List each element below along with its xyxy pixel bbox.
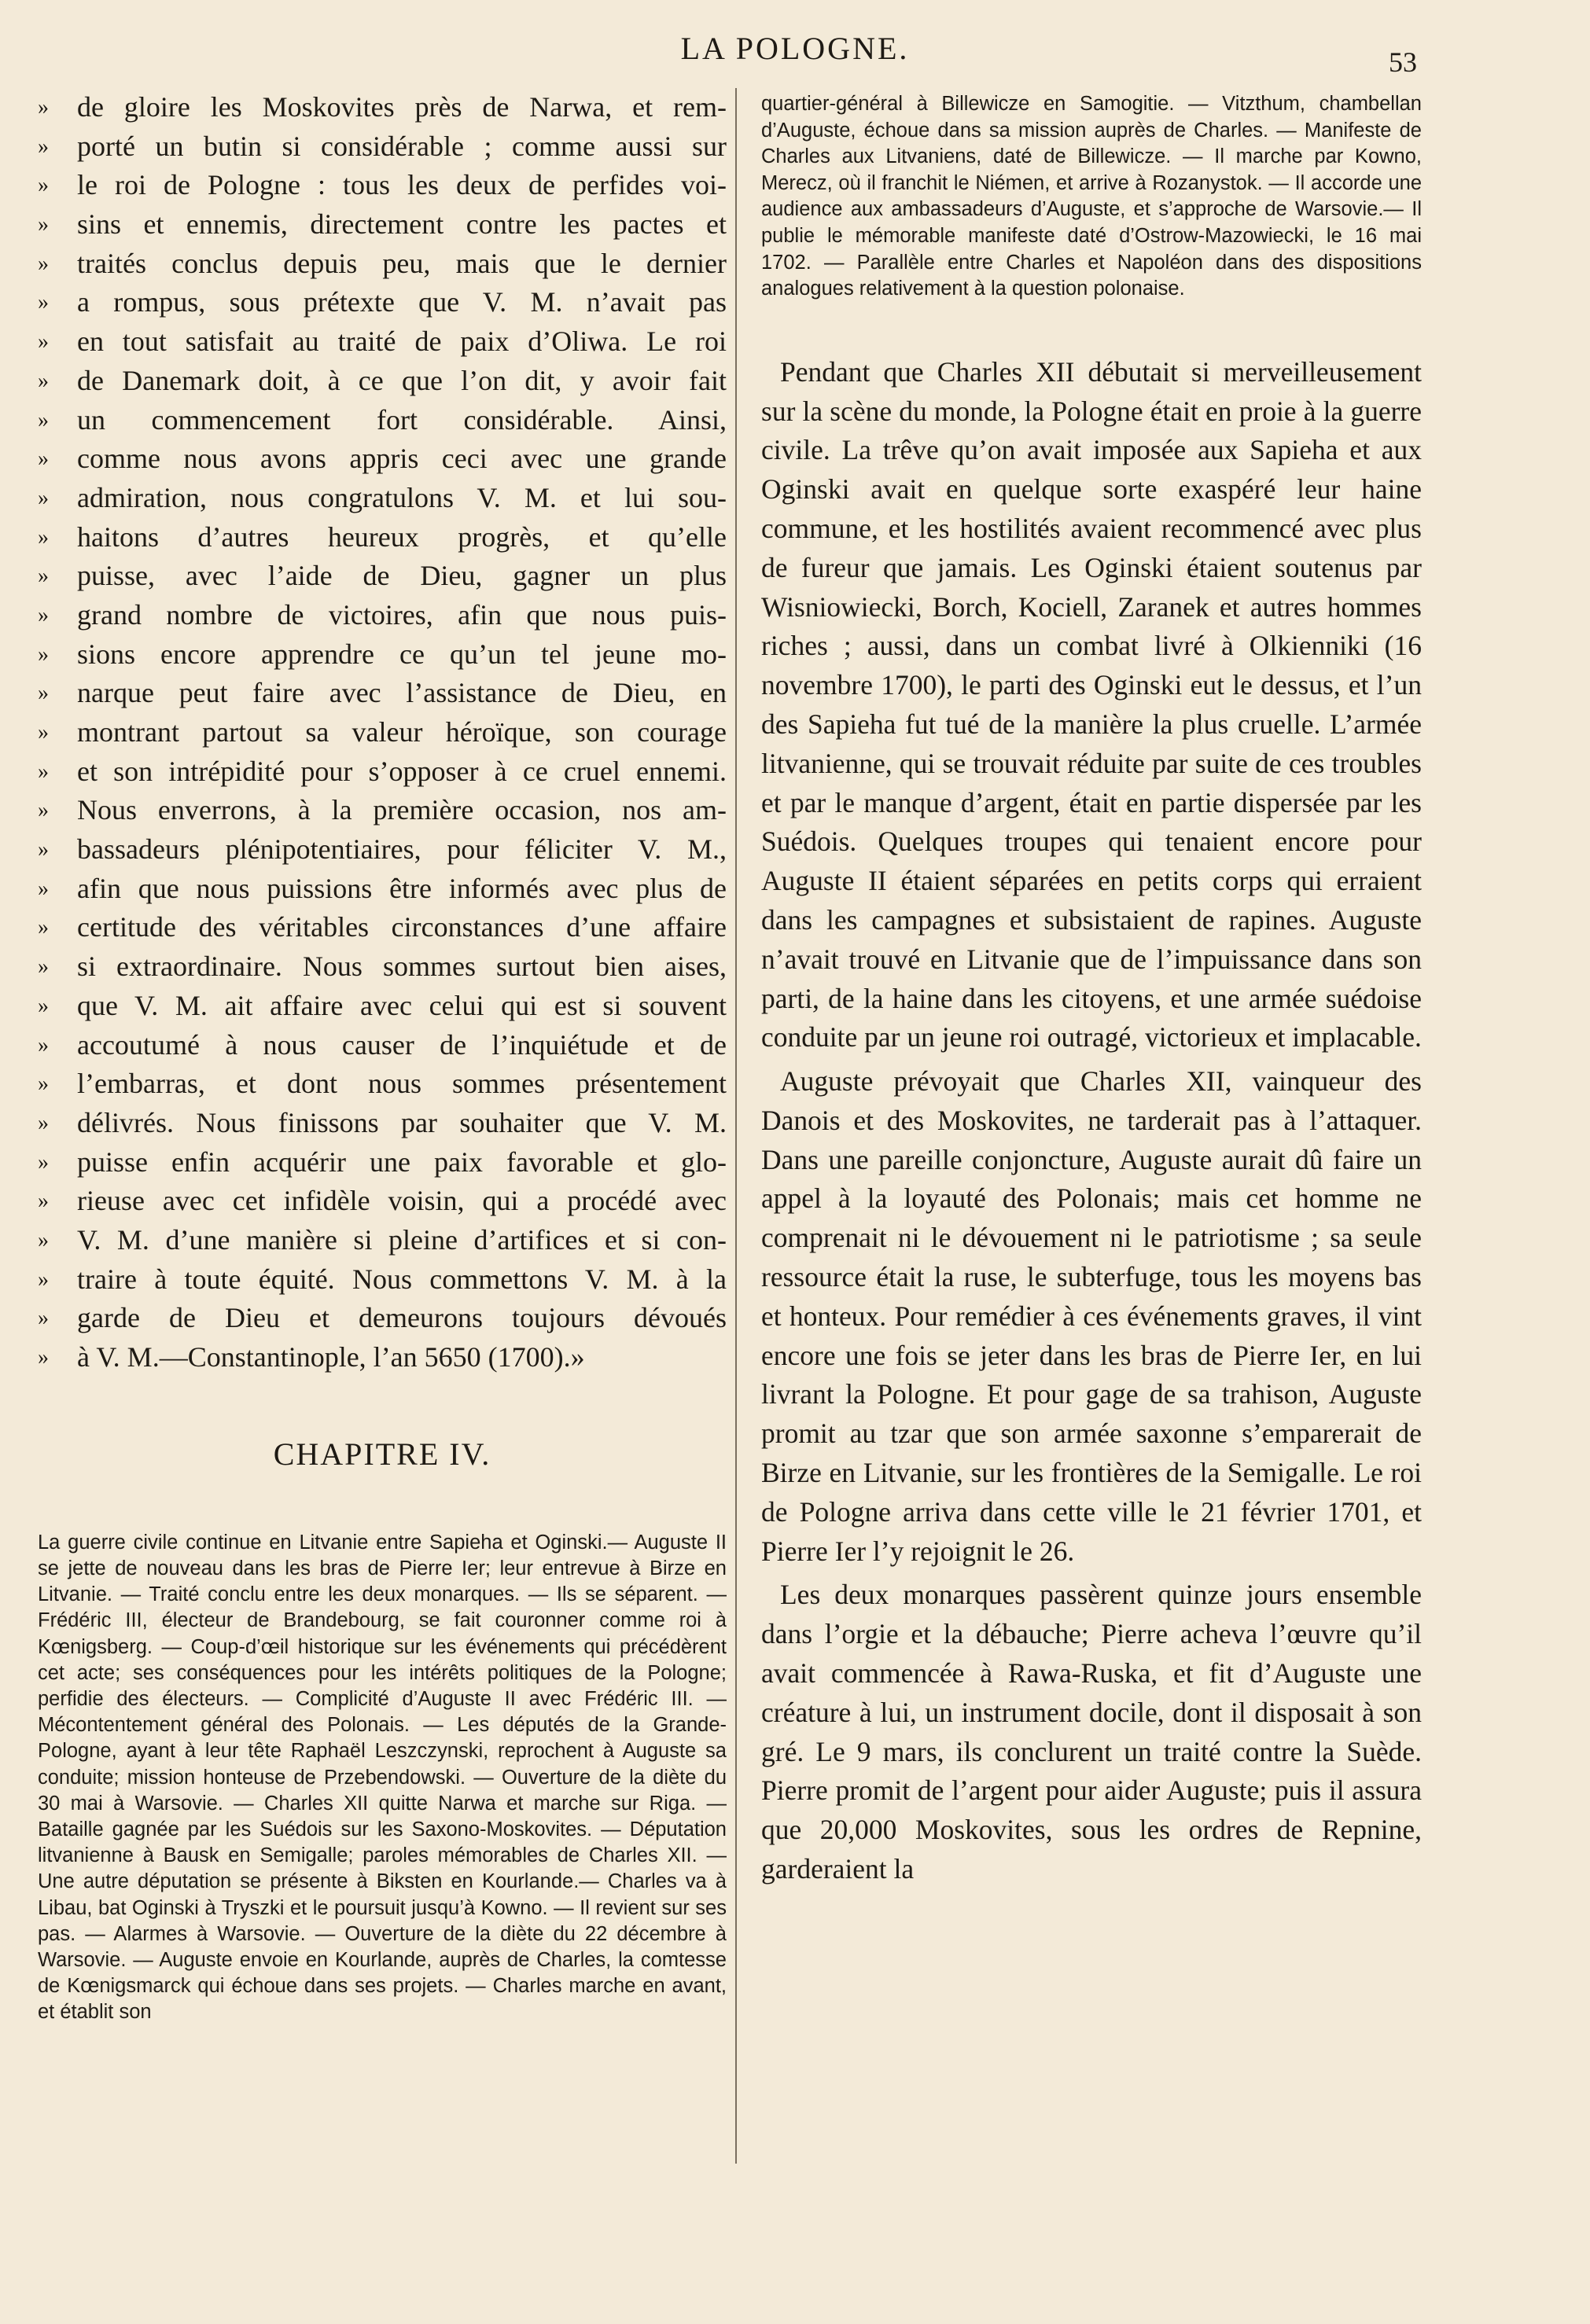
quote-line-text: afin que nous puissions être informés avec plus de: [77, 872, 727, 904]
quote-line-text: a rompus, sous prétexte que V. M. n’avait pas: [77, 286, 727, 318]
quote-line-text: délivrés. Nous finissons par souhaiter que V. M.: [77, 1106, 727, 1138]
quote-line: [38, 1182, 727, 1221]
quote-line-text: sions encore apprendre ce qu’un tel jeune mo-: [77, 638, 727, 670]
quote-mark: »: [38, 1306, 49, 1331]
quote-line-text: en tout satisfait au traité de paix d’Oliwa. Le roi: [77, 325, 727, 358]
quote-line: [38, 401, 727, 440]
quote-line: [38, 635, 727, 675]
quoted-letter: [38, 88, 727, 1377]
left-column: [38, 88, 727, 2026]
quote-mark: »: [38, 564, 49, 589]
quote-line: [38, 1338, 727, 1377]
quote-mark: »: [38, 798, 49, 823]
quote-line-text: rieuse avec cet infidèle voisin, qui a procédé avec: [77, 1185, 727, 1217]
quote-line: [38, 713, 727, 752]
quote-mark: »: [38, 95, 49, 120]
quote-line-text: si extraordinaire. Nous sommes surtout bien aises,: [77, 951, 727, 983]
quote-line-text: grand nombre de victoires, afin que nous puis-: [77, 598, 727, 631]
quote-mark: »: [38, 837, 49, 862]
quote-line-text: Nous enverrons, à la première occasion, nos am-: [77, 794, 727, 826]
quote-line-text: l’embarras, et dont nous sommes présentement: [77, 1068, 727, 1100]
quote-line: [38, 987, 727, 1026]
quote-line: [38, 870, 727, 909]
quote-line: [38, 362, 727, 401]
quote-mark: »: [38, 368, 49, 393]
quote-line-text: accoutumé à nous causer de l’inquiétude et de: [77, 1028, 727, 1061]
quote-line: [38, 322, 727, 362]
quote-line: [38, 1026, 727, 1065]
quote-line: [38, 1260, 727, 1300]
quote-mark: »: [38, 993, 49, 1018]
quote-mark: »: [38, 1149, 49, 1175]
chapter-summary: La guerre civile continue en Litvanie entre Sapieha et Oginski.— Auguste II se jette de nouveau dans les bras de Pierre Ier; leur entrevue à Birze en Litvanie. — Traité conclu entre les deux monarques. — Ils se séparent. — Frédéric III, électeur de Brandebourg, se fait couronner comme roi à Kœnigsberg. — Coup-d’œil historique sur les événements qui précédèrent cet acte; ses conséquences pour les intérêts politiques de la Pologne; perfidie des électeurs. — Complicité d’Auguste II avec Frédéric III. — Mécontentement général des Polonais. — Les députés de la Grande-Pologne, ayant à leur tête Raphaël Leszczynski, reprochent à Auguste sa conduite; mission honteuse de Przebendowski. — Ouverture de la diète du 30 mai à Warsovie. — Charles XII quitte Narwa et marche sur Riga. — Bataille gagnée par les Suédois sur les Saxono-Moskovites. — Députation litvanienne à Bausk en Semigalle; paroles mémorables de Charles XII. — Une autre députation se présente à Biksten en Kourlande.— Charles va à Libau, bat Oginski à Tryszki et le poursuit jusqu’à Kowno. — Il revient sur ses pas. — Alarmes à Warsovie. — Ouverture de la diète du 22 décembre à Warsovie. — Auguste envoie en Kourlande, auprès de Charles, la comtesse de Kœnigsmarck qui échoue dans ses projets. — Charles marche en avant, et établit son: [38, 1531, 727, 2024]
quote-mark: »: [38, 134, 49, 159]
quote-line: [38, 947, 727, 987]
quote-line: [38, 205, 727, 245]
quote-line: [38, 1143, 727, 1182]
paragraph: Auguste prévoyait que Charles XII, vainqueur des Danois et des Moskovites, ne tarderait pas à l’attaquer. Dans une pareille conjoncture, Auguste aurait dû faire un appel à la loyauté des Polonais; mais cet homme ne comprenait ni le dévouement ni le patriotisme ; sa seule ressource était la ruse, le subterfuge, tous les moyens bas et honteux. Pour remédier à ces événements graves, il vint encore une fois se jeter dans les bras de Pierre Ier, en lui livrant la Pologne. Et pour gage de sa trahison, Auguste promit au tzar que son armée saxonne s’emparerait de Birze en Litvanie, sur les frontières de la Semigalle. Le roi de Pologne arriva dans cette ville le 21 février 1701, et Pierre Ier l’y rejoignit le 26.: [761, 1065, 1422, 1567]
quote-mark: »: [38, 954, 49, 980]
quote-line: [38, 830, 727, 870]
quote-line-text: à V. M.—Constantinople, l’an 5650 (1700).»: [77, 1341, 585, 1373]
quote-mark: »: [38, 447, 49, 472]
quote-mark: »: [38, 1267, 49, 1292]
quote-line: [38, 479, 727, 518]
quote-line: [38, 557, 727, 596]
quote-line: [38, 1065, 727, 1104]
quote-line: [38, 166, 727, 205]
quote-line: [38, 283, 727, 322]
quote-line: [38, 1104, 727, 1143]
column-divider: [735, 88, 737, 2164]
quote-line: [38, 439, 727, 479]
quote-line-text: comme nous avons appris ceci avec une grande: [77, 443, 727, 475]
quote-mark: »: [38, 915, 49, 940]
quote-line-text: puisse, avec l’aide de Dieu, gagner un plus: [77, 560, 727, 592]
quote-line-text: sins et ennemis, directement contre les pactes et: [77, 208, 727, 241]
quote-mark: »: [38, 1072, 49, 1097]
quote-mark: »: [38, 1110, 49, 1135]
quote-line-text: le roi de Pologne : tous les deux de perfides voi-: [77, 169, 727, 201]
quote-line-text: que V. M. ait affaire avec celui qui est si souvent: [77, 989, 727, 1021]
quote-line: [38, 752, 727, 792]
quote-mark: »: [38, 173, 49, 198]
chapter-summary-continued: quartier-général à Billewicze en Samogitie. — Vitzthum, chambellan d’Auguste, échoue dans sa mission auprès de Charles. — Manifeste de Charles aux Litvaniens, daté de Billewicze. — Il marche par Kowno, Merecz, où il franchit le Niémen, et arrive à Rozanystok. — Il accorde une audience aux ambassadeurs d’Auguste, et s’approche de Warsovie.— Il publie le mémorable manifeste daté d’Ostrow-Mazowiecki, le 16 mai 1702. — Parallèle entre Charles et Napoléon dans des dispositions analogues relativement à la question polonaise.: [761, 93, 1422, 300]
quote-line: [38, 518, 727, 557]
quote-line: [38, 245, 727, 284]
quote-line: [38, 127, 727, 167]
quote-line-text: garde de Dieu et demeurons toujours dévoués: [77, 1302, 727, 1334]
quote-line-text: admiration, nous congratulons V. M. et lui sou-: [77, 481, 727, 513]
quote-mark: »: [38, 212, 49, 237]
quote-mark: »: [38, 1032, 49, 1057]
quote-line-text: et son intrépidité pour s’opposer à ce cruel ennemi.: [77, 755, 727, 787]
quote-line: [38, 674, 727, 713]
quote-mark: »: [38, 1189, 49, 1214]
quote-mark: »: [38, 1227, 49, 1252]
quote-line-text: porté un butin si considérable ; comme aussi sur: [77, 130, 727, 162]
quote-line: [38, 88, 727, 127]
quote-line-text: puisse enfin acquérir une paix favorable et glo-: [77, 1145, 727, 1178]
paragraph: Les deux monarques passèrent quinze jours ensemble dans l’orgie et la débauche; Pierre acheva l’œuvre qu’il avait commencée à Rawa-Ruska, et fit d’Auguste une créature à lui, un instrument docile, dont il disposait à son gré. Le 9 mars, ils conclurent un traité contre la Suède. Pierre promit de l’argent pour aider Auguste; puis il assura que 20,000 Moskovites, sous les ordres de Repnine, garderaient la: [761, 1579, 1422, 1885]
body-text: [761, 353, 1422, 1889]
quote-mark: »: [38, 602, 49, 627]
quote-mark: »: [38, 642, 49, 667]
quote-mark: »: [38, 1345, 49, 1370]
right-column: [761, 88, 1422, 1889]
quote-mark: »: [38, 407, 49, 432]
quote-line-text: un commencement fort considérable. Ainsi,: [77, 403, 727, 436]
quote-line-text: montrant partout sa valeur héroïque, son courage: [77, 716, 727, 748]
quote-mark: »: [38, 485, 49, 510]
quote-mark: »: [38, 524, 49, 550]
quote-line: [38, 1221, 727, 1260]
page-number: 53: [1389, 46, 1417, 78]
quote-line: [38, 908, 727, 947]
quote-mark: »: [38, 759, 49, 784]
quote-line: [38, 791, 727, 830]
quote-line-text: de Danemark doit, à ce que l’on dit, y avoir fait: [77, 364, 727, 396]
quote-mark: »: [38, 720, 49, 745]
quote-line-text: traire à toute équité. Nous commettons V. M. à la: [77, 1263, 727, 1295]
running-title: LA POLOGNE.: [680, 31, 910, 66]
quote-line-text: haitons d’autres heureux progrès, et qu’elle: [77, 520, 727, 553]
quote-line: [38, 596, 727, 635]
quote-mark: »: [38, 681, 49, 706]
quote-line-text: certitude des véritables circonstances d’une affaire: [77, 911, 727, 943]
quote-line: [38, 1299, 727, 1338]
paragraph: Pendant que Charles XII débutait si merveilleusement sur la scène du monde, la Pologne était en proie à la guerre civile. La trêve qu’on avait imposée aux Sapieha et aux Oginski avait en quelque sorte exaspéré leur haine commune, et les hostilités avaient recommencé avec plus de fureur que jamais. Les Oginski étaient soutenus par Wisniowiecki, Borch, Kociell, Zaranek et autres hommes riches ; aussi, dans un combat livré à Olkienniki (16 novembre 1700), le parti des Oginski eut le dessus, et l’un des Sapieha fut tué de la manière la plus cruelle. L’armée litvanienne, qui se trouvait réduite par suite de ces troubles et par le manque d’argent, était en partie dispersée par les Suédois. Quelques troupes qui tenaient encore pour Auguste II étaient séparées en petits corps qui erraient dans les campagnes et subsistaient de rapines. Auguste n’avait trouvé en Litvanie que de l’impuissance dans son parti, de la haine dans les citoyens, et une armée suédoise conduite par un jeune roi outragé, victorieux et implacable.: [761, 355, 1422, 1054]
chapter-title: CHAPITRE IV.: [273, 1436, 491, 1472]
quote-line-text: de gloire les Moskovites près de Narwa, et rem-: [77, 91, 727, 123]
quote-mark: »: [38, 876, 49, 901]
quote-line-text: bassadeurs plénipotentiaires, pour féliciter V. M.,: [77, 833, 727, 866]
quote-mark: »: [38, 251, 49, 276]
quote-line-text: traités conclus depuis peu, mais que le dernier: [77, 247, 727, 279]
quote-line-text: narque peut faire avec l’assistance de Dieu, en: [77, 677, 727, 709]
quote-mark: »: [38, 290, 49, 315]
quote-mark: »: [38, 329, 49, 355]
quote-line-text: V. M. d’une manière si pleine d’artifices et si con-: [77, 1223, 727, 1256]
